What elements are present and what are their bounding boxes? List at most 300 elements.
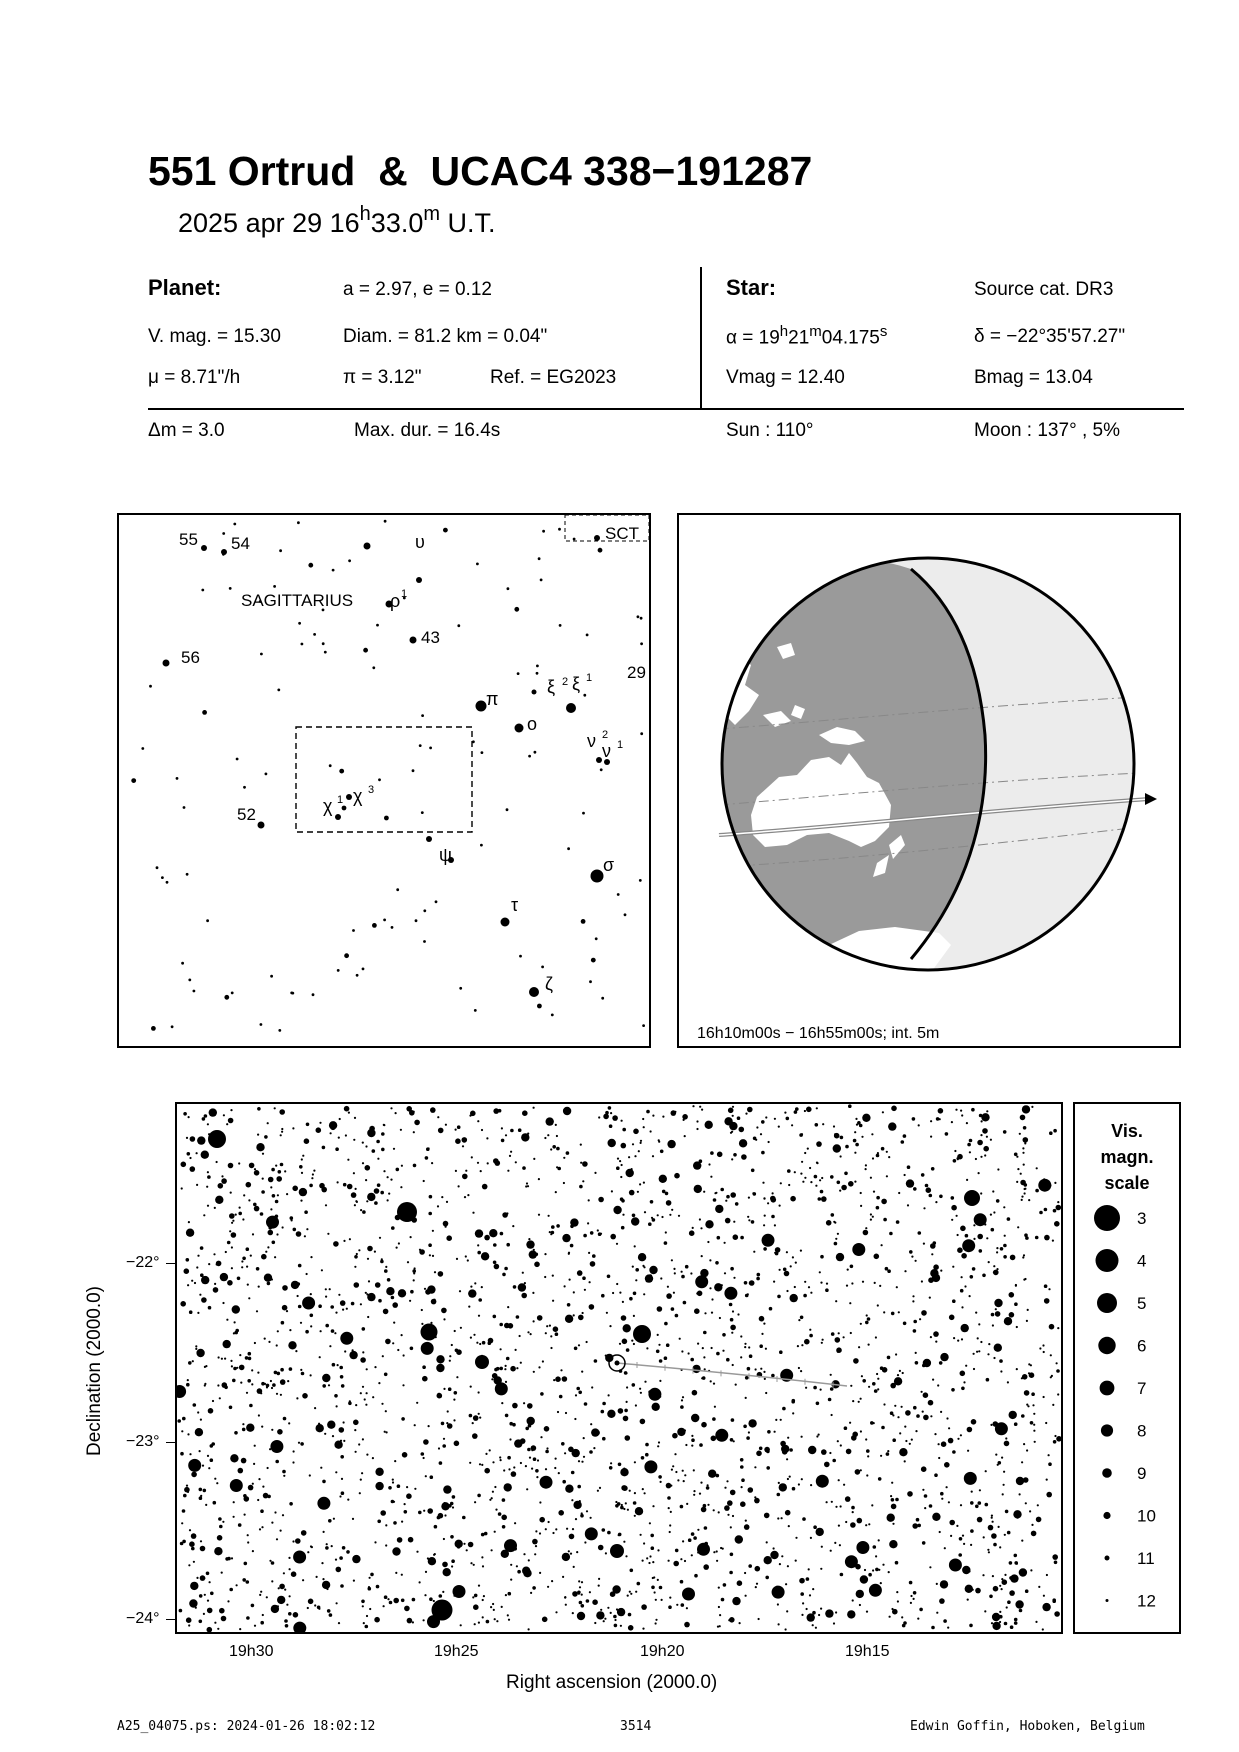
field-star [648,1562,650,1564]
field-star [385,1266,387,1268]
field-star [492,1603,494,1605]
field-star [424,1288,426,1290]
field-star [905,1440,907,1442]
field-star [598,1197,604,1203]
field-star [719,1317,721,1319]
field-star [254,1625,256,1627]
field-star [840,1505,842,1507]
field-star [659,1380,661,1382]
field-star [259,1528,261,1530]
field-star [981,1113,989,1121]
field-star [845,1145,849,1149]
field-star [233,1516,235,1518]
field-star [625,1502,627,1504]
field-star [975,1312,977,1314]
field-star [508,1323,514,1329]
field-star [740,1236,744,1240]
field-star [196,1577,198,1579]
field-star [386,1287,394,1295]
field-star [230,1479,243,1492]
field-star [1033,1413,1035,1415]
field-star [519,1335,521,1337]
field-star [847,1610,855,1618]
field-star [313,1170,315,1172]
field-star [770,1551,778,1559]
field-star [387,1199,389,1201]
field-star [330,1125,336,1131]
field-star [821,1342,823,1344]
finder-star [474,1009,477,1012]
field-star [857,1518,863,1524]
field-star [648,1388,661,1401]
field-star [756,1277,760,1281]
field-star [494,1376,502,1384]
field-star [221,1175,223,1177]
field-star [298,1442,300,1444]
field-star [362,1210,366,1214]
field-star [744,1281,748,1285]
field-star [361,1600,365,1604]
field-star [599,1487,601,1489]
field-star [1049,1131,1053,1135]
field-star [623,1416,629,1422]
field-star [340,1375,344,1379]
field-star [1056,1362,1058,1364]
field-star [664,1241,668,1245]
field-star [532,1539,538,1545]
field-star [728,1108,734,1114]
field-star [628,1156,630,1158]
finder-star [538,557,541,560]
field-star [288,1557,290,1559]
field-star [367,1193,375,1201]
field-star [576,1551,578,1553]
field-star [668,1507,670,1509]
field-star [696,1292,698,1294]
field-star [880,1582,882,1584]
field-star [887,1514,895,1522]
finder-star-label: 55 [179,530,198,549]
field-star [502,1498,506,1502]
field-star [637,1582,641,1586]
field-star [952,1299,956,1303]
field-star [389,1601,393,1605]
field-star [675,1549,679,1553]
field-star [978,1172,980,1174]
field-star [652,1403,660,1411]
finder-star [346,794,352,800]
field-star [581,1604,585,1608]
field-star [428,1243,432,1247]
field-star [786,1610,788,1612]
finder-star [166,881,169,884]
field-star [665,1231,667,1233]
field-star [781,1555,783,1557]
field-star [354,1117,356,1119]
field-star [388,1193,390,1195]
field-star [351,1192,357,1198]
field-star [727,1514,729,1516]
field-star [1019,1568,1027,1576]
field-star [769,1307,773,1311]
field-star [909,1581,913,1585]
field-star [1052,1599,1056,1603]
field-star [753,1251,755,1253]
field-star [889,1540,897,1548]
field-star [474,1594,478,1598]
field-star [787,1565,789,1567]
field-star [209,1108,217,1116]
field-star [548,1215,550,1217]
field-star [562,1576,564,1578]
field-star [852,1400,854,1402]
field-star [735,1202,739,1206]
field-star [922,1364,926,1368]
field-star [625,1435,631,1441]
field-star [347,1159,349,1161]
field-star [279,1109,285,1115]
field-star [982,1574,984,1576]
field-star [573,1501,581,1509]
field-star [442,1444,446,1448]
field-star [550,1148,552,1150]
field-star [939,1598,945,1604]
field-star [1057,1201,1059,1203]
field-star [666,1293,672,1299]
field-star [998,1526,1000,1528]
field-star [628,1625,634,1631]
field-star [274,1256,276,1258]
finder-star-label: σ [603,855,615,875]
field-star [188,1564,190,1566]
field-star [1007,1600,1011,1604]
field-star [242,1428,246,1432]
x-tick-1925: 19h25 [434,1643,479,1660]
field-star [850,1332,852,1334]
field-star [193,1403,197,1407]
field-star [555,1611,557,1613]
field-star [339,1118,341,1120]
field-star [314,1604,316,1606]
finder-star [236,758,239,761]
field-star [943,1619,947,1623]
field-star [732,1515,734,1517]
field-star [853,1139,857,1143]
field-star [359,1492,361,1494]
legend-magnitude-label: 6 [1137,1336,1147,1356]
field-star [967,1599,969,1601]
field-star [339,1366,343,1370]
field-star [892,1414,894,1416]
field-star [414,1267,416,1269]
field-star [960,1504,962,1506]
field-star [991,1622,993,1624]
field-star [284,1589,286,1591]
field-star [919,1608,923,1612]
field-star [635,1591,637,1593]
field-star [895,1498,899,1502]
field-star [1001,1588,1003,1590]
field-star [441,1196,443,1198]
field-star [258,1478,260,1480]
field-star [895,1353,897,1355]
field-star [257,1499,259,1501]
field-star [983,1536,985,1538]
field-star [681,1603,685,1607]
field-star [505,1381,507,1383]
field-star [584,1402,588,1406]
field-star [615,1501,617,1503]
field-star [888,1571,890,1573]
field-star [778,1126,780,1128]
field-star [612,1292,614,1294]
field-star [688,1352,690,1354]
field-star [891,1106,897,1112]
field-star [979,1489,981,1491]
field-star [686,1503,688,1505]
field-star [633,1325,651,1343]
field-star [362,1351,364,1353]
field-star [232,1305,240,1313]
field-star [582,1161,588,1167]
field-star [397,1537,403,1543]
field-star [924,1507,926,1509]
field-star [990,1139,992,1141]
field-star [339,1427,345,1433]
field-star [264,1135,268,1139]
finder-star [222,553,225,556]
finder-star [181,962,184,965]
field-star [724,1487,726,1489]
field-star [730,1267,734,1271]
field-star [887,1356,891,1360]
field-star [188,1221,190,1223]
field-star [510,1151,512,1153]
field-star [509,1155,511,1157]
field-star [993,1357,995,1359]
field-star [826,1501,828,1503]
field-star [1044,1298,1050,1304]
field-star [643,1293,645,1295]
field-star [1050,1376,1052,1378]
field-star [678,1215,680,1217]
field-star [431,1162,433,1164]
field-star [804,1152,806,1154]
field-star [468,1542,474,1548]
field-star [1005,1510,1009,1514]
field-star [948,1438,954,1444]
field-star [684,1474,686,1476]
field-star [729,1617,735,1623]
field-star [718,1587,720,1589]
field-star [722,1333,726,1337]
field-star [374,1541,376,1543]
field-star [877,1378,879,1380]
field-star [570,1218,578,1226]
field-star [444,1514,446,1516]
field-star [239,1354,241,1356]
field-star [482,1599,484,1601]
field-star [402,1452,408,1458]
field-star [272,1194,276,1198]
field-star [243,1494,247,1498]
field-star [406,1493,412,1499]
field-star [262,1153,264,1155]
field-star [740,1356,742,1358]
field-star [626,1401,628,1403]
field-star [912,1295,914,1297]
field-star [700,1227,702,1229]
field-star [810,1181,812,1183]
field-star [700,1269,708,1277]
field-star [301,1158,303,1160]
field-star [214,1622,216,1624]
field-star [500,1348,502,1350]
field-star [390,1107,392,1109]
field-star [620,1176,622,1178]
field-star [929,1194,933,1198]
field-star [766,1541,768,1543]
field-star [878,1477,882,1481]
finder-star [534,751,537,754]
field-star [302,1393,308,1399]
field-star [683,1301,687,1305]
finder-star [589,980,592,983]
field-star [395,1572,397,1574]
planet-reference: Ref. = EG2023 [490,367,617,388]
field-star [643,1542,645,1544]
field-star [993,1586,999,1592]
field-star [936,1583,938,1585]
field-star [207,1175,211,1179]
y-tick-23: −23° [126,1433,160,1450]
field-star [737,1580,743,1586]
field-star [506,1243,510,1247]
field-star [853,1358,859,1364]
field-star [866,1474,868,1476]
field-star [249,1163,255,1169]
field-star [544,1426,550,1432]
field-star [1016,1181,1018,1183]
field-star [955,1109,957,1111]
field-star [430,1322,432,1324]
field-star [438,1447,440,1449]
field-star [775,1419,777,1421]
field-star [1044,1208,1048,1212]
field-star [534,1262,540,1268]
field-star [992,1622,1000,1630]
field-star [875,1555,877,1557]
field-star [747,1216,749,1218]
field-star [377,1183,381,1187]
field-star [632,1383,636,1387]
field-star [733,1440,735,1442]
field-star [662,1190,666,1194]
field-star [1044,1235,1050,1241]
field-star [242,1578,246,1582]
field-star [802,1517,806,1521]
field-star [843,1336,845,1338]
field-star [789,1448,793,1452]
field-star [765,1392,767,1394]
finder-star [277,689,280,692]
field-star [200,1246,204,1250]
field-star [365,1165,371,1171]
field-star [786,1251,788,1253]
field-star [737,1313,739,1315]
field-star [1036,1517,1042,1523]
field-star [964,1472,977,1485]
field-star [1023,1164,1025,1166]
field-star [267,1122,269,1124]
field-star [995,1422,1008,1435]
field-star [203,1613,205,1615]
field-star [365,1179,367,1181]
field-star [835,1238,837,1240]
field-star [807,1613,815,1621]
field-star [713,1551,715,1553]
field-star [641,1456,645,1460]
field-star [965,1585,973,1593]
field-star [478,1622,480,1624]
field-star [1044,1284,1048,1288]
field-star [963,1381,965,1383]
field-star [1001,1457,1003,1459]
field-star [392,1479,394,1481]
field-star [774,1431,776,1433]
field-star [241,1266,243,1268]
field-star [856,1541,869,1554]
field-star [322,1374,330,1382]
field-star [1021,1196,1023,1198]
field-star [367,1258,369,1260]
field-star [483,1256,487,1260]
field-star [283,1572,285,1574]
field-star [1035,1189,1039,1193]
field-star [781,1517,783,1519]
field-star [1024,1192,1026,1194]
field-star [580,1162,582,1164]
field-star [603,1114,609,1120]
field-star [565,1412,567,1414]
field-star [940,1580,948,1588]
field-star [741,1486,743,1488]
field-star [349,1351,357,1359]
field-star [1026,1320,1028,1322]
field-star [921,1466,927,1472]
field-star [260,1212,264,1216]
field-star [354,1204,356,1206]
field-star [557,1411,559,1413]
finder-star [551,1014,554,1017]
field-star [282,1470,286,1474]
field-star [944,1462,950,1468]
field-star [276,1538,278,1540]
field-star [922,1411,924,1413]
field-star [195,1348,197,1350]
field-star [634,1461,636,1463]
field-star [680,1580,684,1584]
field-star [873,1422,875,1424]
field-star [428,1425,430,1427]
field-star [1054,1611,1060,1617]
field-star [538,1178,540,1180]
field-star [786,1290,788,1292]
planet-parallax: π = 3.12" [343,367,422,388]
field-star [804,1281,806,1283]
finder-star [308,563,313,568]
field-star [655,1619,657,1621]
